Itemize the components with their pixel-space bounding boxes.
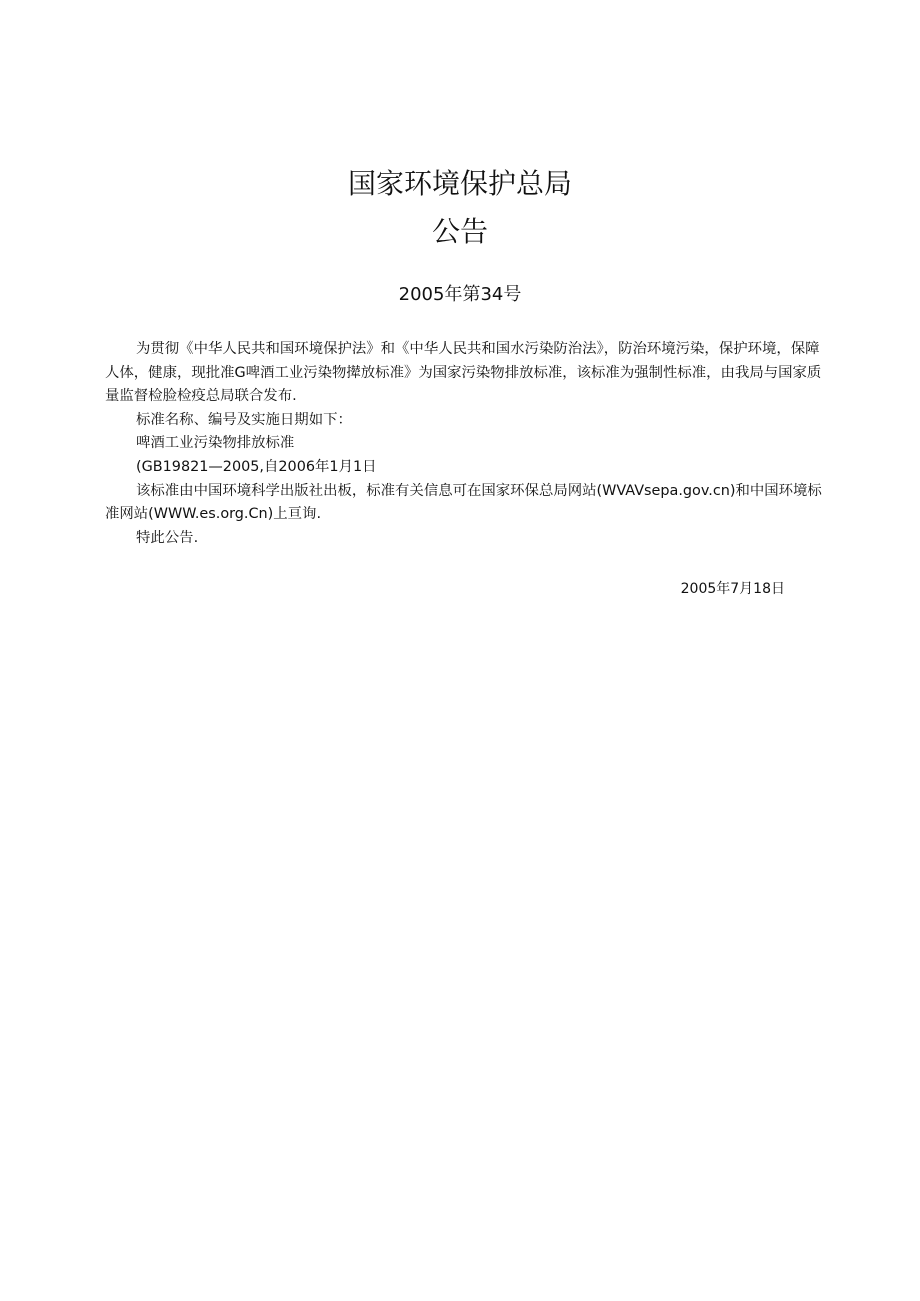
publisher-website-paragraph: 该标准由中国环境科学出版社出板，标准有关信息可在国家环保总局网站(WVAVsepa.gov.cn)和中国环境标准网站(WWW.es.org.Cn)上亘询. [105,482,822,523]
standard-info-label: 标准名称、编号及实施日期如下： [136,411,352,428]
title-block [0,160,920,256]
document-title: 国家环境保护总局 [347,167,572,200]
announcement-body [105,338,827,550]
standard-code-date: (GB19821—2005,自2006年1月1日 [136,458,377,475]
issue-number: 2005年第34号 [398,284,522,305]
closing-line: 特此公告. [136,529,199,546]
announcement-date: 2005年7月18日 [680,581,785,597]
standard-name: 啤酒工业污染物排放标准 [136,435,295,452]
intro-paragraph: 为贯彻《中华人民共和国环境保护法》和《中华人民共和国水污染防治法》，防治环境污染，保护环境，保障人体，健康，现批准G啤酒工业污染物撵放标准》为国家污染物排放标准，该标准为强制性标准，由我局与国家质量监督检脸检疫总局联合发布. [105,341,822,405]
document-subtitle: 公告 [431,215,488,248]
